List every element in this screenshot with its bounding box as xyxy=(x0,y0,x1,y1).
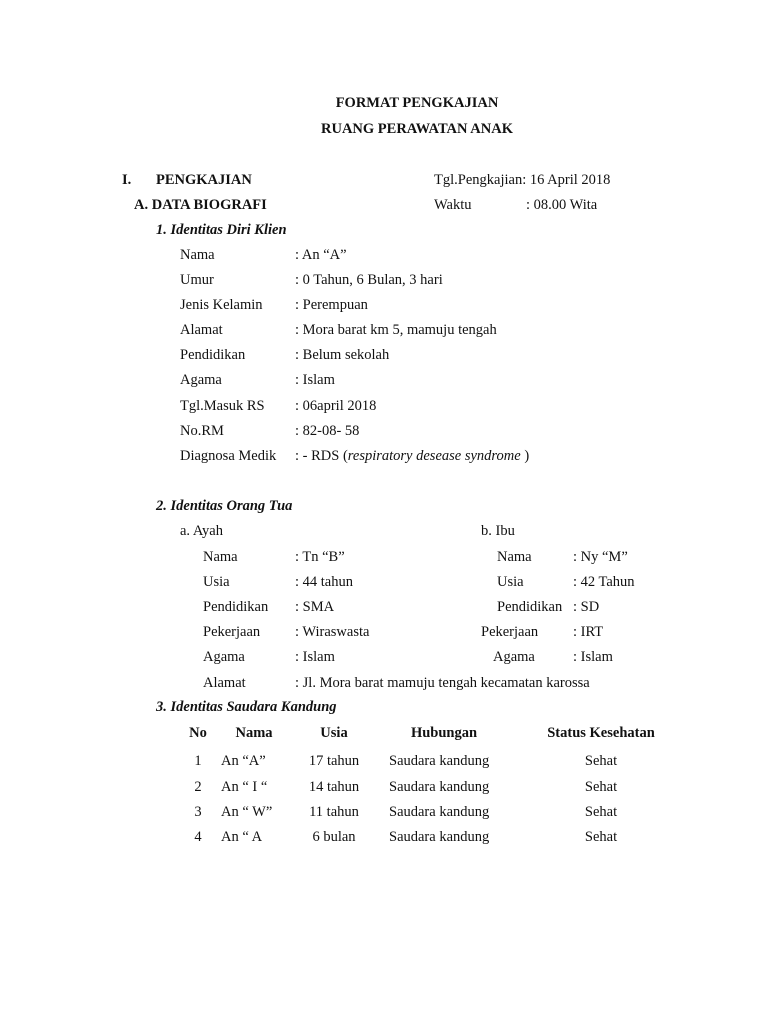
document-subtitle: RUANG PERAWATAN ANAK xyxy=(321,121,513,137)
mother-title: b. Ibu xyxy=(481,523,515,539)
cell-relation: Saudara kandung xyxy=(389,753,490,769)
client-identity-heading: 1. Identitas Diri Klien xyxy=(156,222,287,238)
father-address-value: : Jl. Mora barat mamuju tengah kecamatan karossa xyxy=(295,675,590,691)
cell-no: 2 xyxy=(194,779,202,795)
father-name-value: : Tn “B” xyxy=(295,549,345,565)
cell-age: 14 tahun xyxy=(308,779,360,795)
cell-name: An “ I “ xyxy=(221,779,268,795)
time-value: : 08.00 Wita xyxy=(526,197,598,213)
cell-health: Sehat xyxy=(584,779,618,795)
cell-age: 6 bulan xyxy=(312,829,356,845)
mother-name-value: : Ny “M” xyxy=(573,549,628,565)
client-name-value: : An “A” xyxy=(295,247,347,263)
client-name-label: Nama xyxy=(180,247,215,263)
client-admission-value: : 06april 2018 xyxy=(295,398,377,414)
diagnosis-close: ) xyxy=(520,448,530,464)
client-address-label: Alamat xyxy=(180,322,223,338)
cell-age: 11 tahun xyxy=(309,804,359,820)
diagnosis-code: : - RDS ( xyxy=(295,448,348,464)
father-job-value: : Wiraswasta xyxy=(295,624,370,640)
father-job-label: Pekerjaan xyxy=(203,624,261,640)
client-diagnosis-label: Diagnosa Medik xyxy=(180,448,277,464)
column-header-name: Nama xyxy=(235,725,273,741)
section-title: PENGKAJIAN xyxy=(156,172,252,188)
cell-name: An “ W” xyxy=(221,804,273,820)
parents-identity-heading: 2. Identitas Orang Tua xyxy=(156,498,293,514)
client-rm-value: : 82-08- 58 xyxy=(295,423,360,439)
client-admission-label: Tgl.Masuk RS xyxy=(180,398,265,414)
section-number: I. xyxy=(122,172,132,188)
cell-health: Sehat xyxy=(584,753,618,769)
cell-age: 17 tahun xyxy=(308,753,360,769)
diagnosis-full-name: respiratory desease syndrome xyxy=(347,448,521,464)
assessment-date: Tgl.Pengkajian: 16 April 2018 xyxy=(434,172,611,188)
client-address-value: : Mora barat km 5, mamuju tengah xyxy=(295,322,497,338)
mother-education-label: Pendidikan xyxy=(497,599,563,615)
client-age-label: Umur xyxy=(180,272,214,288)
mother-job-label: Pekerjaan xyxy=(481,624,539,640)
column-header-age: Usia xyxy=(320,725,348,741)
client-gender-value: : Perempuan xyxy=(295,297,368,313)
father-age-label: Usia xyxy=(203,574,230,590)
client-age-value: : 0 Tahun, 6 Bulan, 3 hari xyxy=(295,272,443,288)
client-education-label: Pendidikan xyxy=(180,347,246,363)
cell-no: 1 xyxy=(194,753,202,769)
cell-health: Sehat xyxy=(584,829,618,845)
column-header-no: No xyxy=(189,725,207,741)
father-title: a. Ayah xyxy=(180,523,223,539)
cell-no: 4 xyxy=(194,829,202,845)
client-religion-label: Agama xyxy=(180,372,222,388)
client-gender-label: Jenis Kelamin xyxy=(180,297,263,313)
father-address-label: Alamat xyxy=(203,675,246,691)
cell-relation: Saudara kandung xyxy=(389,804,490,820)
cell-name: An “A” xyxy=(221,753,266,769)
cell-relation: Saudara kandung xyxy=(389,779,490,795)
client-education-value: : Belum sekolah xyxy=(295,347,390,363)
cell-name: An “ A xyxy=(221,829,263,845)
column-header-relation: Hubungan xyxy=(410,725,478,741)
cell-health: Sehat xyxy=(584,804,618,820)
client-religion-value: : Islam xyxy=(295,372,335,388)
subsection-title: A. DATA BIOGRAFI xyxy=(134,197,267,213)
time-label: Waktu xyxy=(434,197,472,213)
father-name-label: Nama xyxy=(203,549,238,565)
cell-no: 3 xyxy=(194,804,202,820)
cell-relation: Saudara kandung xyxy=(389,829,490,845)
client-diagnosis-value xyxy=(295,447,529,465)
father-religion-label: Agama xyxy=(203,649,245,665)
mother-age-value: : 42 Tahun xyxy=(573,574,635,590)
column-header-health: Status Kesehatan xyxy=(547,725,655,741)
father-age-value: : 44 tahun xyxy=(295,574,353,590)
father-religion-value: : Islam xyxy=(295,649,335,665)
father-education-value: : SMA xyxy=(295,599,335,615)
siblings-identity-heading: 3. Identitas Saudara Kandung xyxy=(156,699,337,715)
mother-job-value: : IRT xyxy=(573,624,604,640)
mother-religion-value: : Islam xyxy=(573,649,613,665)
mother-education-value: : SD xyxy=(573,599,600,615)
father-education-label: Pendidikan xyxy=(203,599,269,615)
document-title: FORMAT PENGKAJIAN xyxy=(335,95,499,111)
client-rm-label: No.RM xyxy=(180,423,224,439)
mother-religion-label: Agama xyxy=(493,649,535,665)
mother-name-label: Nama xyxy=(497,549,532,565)
mother-age-label: Usia xyxy=(497,574,524,590)
